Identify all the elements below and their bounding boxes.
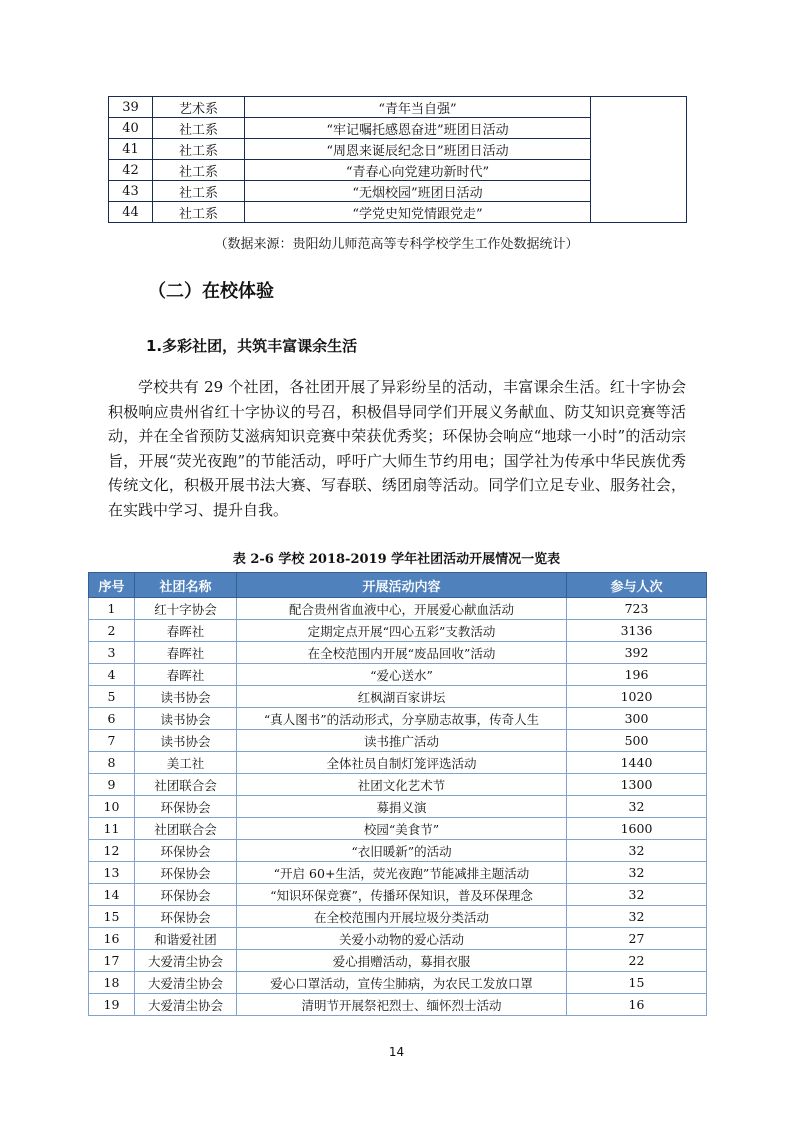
cell-content: 社团文化艺术节 (237, 774, 567, 796)
cell-club: 社团联合会 (135, 818, 237, 840)
table-row (89, 928, 707, 950)
cell-content: 在全校范围内开展“废品回收”活动 (237, 642, 567, 664)
cell-club: 读书协会 (135, 730, 237, 752)
cell-count: 1300 (567, 774, 707, 796)
cell-count: 723 (567, 598, 707, 620)
cell-count: 1440 (567, 752, 707, 774)
cell-no: 19 (89, 994, 135, 1016)
cell-content: 爱心口罩活动，宣传尘肺病，为农民工发放口罩 (237, 972, 567, 994)
cell-no: 42 (109, 160, 153, 181)
table-row (89, 884, 707, 906)
cell-club: 春晖社 (135, 664, 237, 686)
table-row (89, 906, 707, 928)
cell-dept: 社工系 (153, 160, 245, 181)
cell-dept: 社工系 (153, 181, 245, 202)
cell-no: 4 (89, 664, 135, 686)
cell-no: 11 (89, 818, 135, 840)
page-number: 14 (388, 1045, 405, 1059)
cell-content: 配合贵州省血液中心，开展爱心献血活动 (237, 598, 567, 620)
cell-no: 3 (89, 642, 135, 664)
cell-count: 1600 (567, 818, 707, 840)
data-source-note: （数据来源：贵阳幼儿师范高等专科学校学生工作处数据统计） (214, 237, 579, 252)
table-row (89, 774, 707, 796)
cell-count: 22 (567, 950, 707, 972)
cell-no: 41 (109, 139, 153, 160)
cell-club: 大爱清尘协会 (135, 972, 237, 994)
cell-activity: “牢记嘱托感恩奋进”班团日活动 (245, 118, 591, 139)
cell-content: 校园“美食节” (237, 818, 567, 840)
cell-count: 1020 (567, 686, 707, 708)
cell-dept: 社工系 (153, 139, 245, 160)
cell-content: 定期定点开展“四心五彩”支教活动 (237, 620, 567, 642)
cell-club: 大爱清尘协会 (135, 950, 237, 972)
cell-content: 读书推广活动 (237, 730, 567, 752)
table-row (89, 686, 707, 708)
cell-count: 32 (567, 862, 707, 884)
cell-no: 44 (109, 202, 153, 223)
cell-club: 环保协会 (135, 840, 237, 862)
table-row (89, 642, 707, 664)
cell-club: 读书协会 (135, 708, 237, 730)
cell-count: 196 (567, 664, 707, 686)
cell-no: 43 (109, 181, 153, 202)
table-row (89, 752, 707, 774)
cell-club: 和谐爱社团 (135, 928, 237, 950)
cell-club: 春晖社 (135, 620, 237, 642)
header-club: 社团名称 (135, 573, 237, 598)
cell-dept: 艺术系 (153, 97, 245, 118)
cell-no: 13 (89, 862, 135, 884)
header-no: 序号 (89, 573, 135, 598)
cell-content: “开启 60+生活，荧光夜跑”节能减排主题活动 (237, 862, 567, 884)
cell-count: 300 (567, 708, 707, 730)
table-row (89, 840, 707, 862)
cell-no: 10 (89, 796, 135, 818)
cell-content: “爱心送水” (237, 664, 567, 686)
cell-activity: “青年当自强” (245, 97, 591, 118)
activity-table-continued (108, 96, 687, 223)
cell-no: 9 (89, 774, 135, 796)
cell-club: 美工社 (135, 752, 237, 774)
cell-dept: 社工系 (153, 118, 245, 139)
cell-no: 40 (109, 118, 153, 139)
cell-count: 500 (567, 730, 707, 752)
cell-no: 15 (89, 906, 135, 928)
table-header-row (89, 573, 707, 598)
cell-activity: “青春心向党建功新时代” (245, 160, 591, 181)
cell-no: 17 (89, 950, 135, 972)
cell-content: 红枫湖百家讲坛 (237, 686, 567, 708)
cell-no: 14 (89, 884, 135, 906)
table-row (89, 994, 707, 1016)
cell-content: 清明节开展祭祀烈士、缅怀烈士活动 (237, 994, 567, 1016)
cell-no: 39 (109, 97, 153, 118)
cell-count: 3136 (567, 620, 707, 642)
cell-club: 红十字协会 (135, 598, 237, 620)
header-content: 开展活动内容 (237, 573, 567, 598)
cell-no: 7 (89, 730, 135, 752)
cell-count: 32 (567, 884, 707, 906)
cell-count: 32 (567, 906, 707, 928)
table-row (89, 972, 707, 994)
cell-content: “真人图书”的活动形式，分享励志故事，传奇人生 (237, 708, 567, 730)
club-activity-table (88, 572, 707, 1016)
cell-count: 15 (567, 972, 707, 994)
cell-club: 读书协会 (135, 686, 237, 708)
cell-content: 爱心捐赠活动，募捐衣服 (237, 950, 567, 972)
table-row (89, 620, 707, 642)
cell-dept: 社工系 (153, 202, 245, 223)
cell-no: 5 (89, 686, 135, 708)
cell-no: 1 (89, 598, 135, 620)
cell-no: 2 (89, 620, 135, 642)
cell-activity: “周恩来诞辰纪念日”班团日活动 (245, 139, 591, 160)
table-row (89, 862, 707, 884)
cell-club: 春晖社 (135, 642, 237, 664)
cell-no: 18 (89, 972, 135, 994)
header-count: 参与人次 (567, 573, 707, 598)
cell-no: 12 (89, 840, 135, 862)
table-row (89, 950, 707, 972)
table-row (89, 664, 707, 686)
cell-content: 全体社员自制灯笼评选活动 (237, 752, 567, 774)
table-row (89, 598, 707, 620)
cell-club: 环保协会 (135, 884, 237, 906)
table-row (89, 796, 707, 818)
cell-count: 16 (567, 994, 707, 1016)
section-heading: （二）在校体验 (148, 281, 274, 302)
cell-club: 社团联合会 (135, 774, 237, 796)
cell-content: “衣旧暖新”的活动 (237, 840, 567, 862)
body-paragraph: 学校共有 29 个社团，各社团开展了异彩纷呈的活动，丰富课余生活。红十字协会积极响应贵州省红十字协议的号召，积极倡导同学们开展义务献血、防艾知识竞赛等活动，并在全省预防艾滋病知识竞赛中荣获优秀奖；环保协会响应“地球一小时”的活动宗旨，开展“荧光夜跑”的节能活动，呼吁广大师生节约用电；国学社为传承中华民族优秀传统文化，积极开展书法大赛、写春联、绣团扇等活动。同学们立足专业、服务社会，在实践中学习、提升自我。 (108, 378, 686, 519)
cell-content: 关爱小动物的爱心活动 (237, 928, 567, 950)
table-caption: 表 2-6 学校 2018-2019 学年社团活动开展情况一览表 (232, 552, 561, 567)
table-row (89, 818, 707, 840)
cell-club: 环保协会 (135, 906, 237, 928)
cell-activity: “无烟校园”班团日活动 (245, 181, 591, 202)
cell-count: 392 (567, 642, 707, 664)
cell-count: 27 (567, 928, 707, 950)
cell-count: 32 (567, 840, 707, 862)
cell-no: 16 (89, 928, 135, 950)
table-row (109, 97, 687, 118)
cell-content: 在全校范围内开展垃圾分类活动 (237, 906, 567, 928)
cell-no: 6 (89, 708, 135, 730)
cell-club: 环保协会 (135, 862, 237, 884)
cell-content: “知识环保竞赛”，传播环保知识，普及环保理念 (237, 884, 567, 906)
cell-club: 环保协会 (135, 796, 237, 818)
cell-club: 大爱清尘协会 (135, 994, 237, 1016)
table-row (89, 708, 707, 730)
table-row (89, 730, 707, 752)
subsection-heading: 1.多彩社团，共筑丰富课余生活 (146, 337, 358, 355)
cell-activity: “学党史知党情跟党走” (245, 202, 591, 223)
cell-content: 募捐义演 (237, 796, 567, 818)
cell-count: 32 (567, 796, 707, 818)
cell-remark-blank (591, 97, 687, 223)
cell-no: 8 (89, 752, 135, 774)
